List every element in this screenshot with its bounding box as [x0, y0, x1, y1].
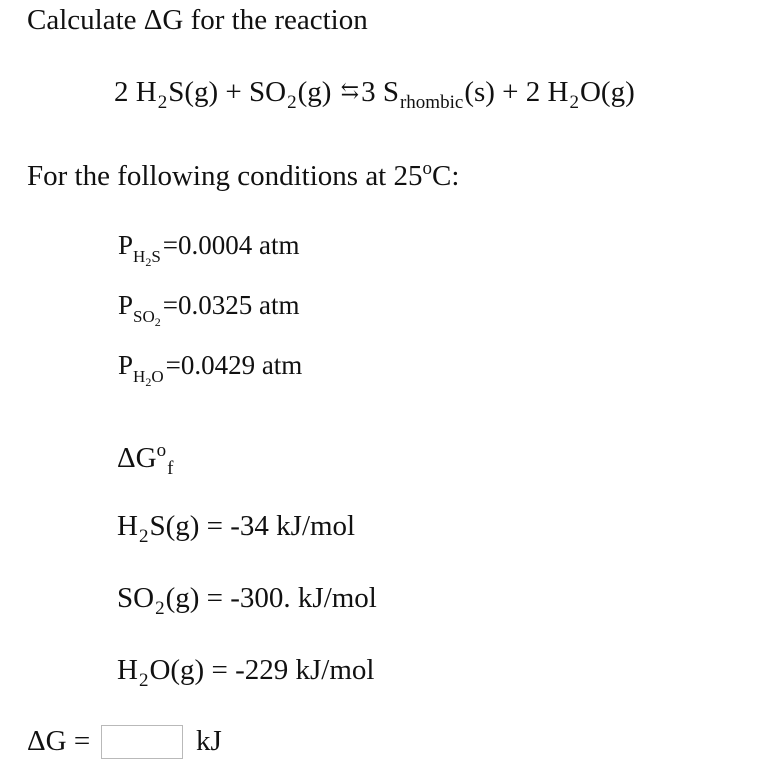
degree-symbol: o	[422, 158, 432, 179]
formation-header-main: ΔG	[117, 442, 157, 474]
pressure-h2o	[118, 350, 303, 389]
pressure-label: P	[118, 230, 134, 260]
formation-header-sup: o	[156, 440, 167, 461]
reaction-equation	[114, 76, 635, 113]
formation-h2o	[117, 654, 375, 691]
reaction-sub-2: 2	[287, 92, 297, 113]
formation-value: O(g) = -229 kJ/mol	[149, 654, 375, 686]
pressure-species: $SO_2$	[133, 307, 161, 329]
reaction-part-2: (g)	[297, 76, 332, 108]
formation-species: H	[117, 510, 138, 542]
pressure-species: $H_2O$	[133, 367, 164, 389]
formation-sub: 2	[138, 526, 149, 547]
formation-header-sub: f	[167, 458, 174, 479]
reaction-part-4: O(g)	[579, 76, 635, 108]
equilibrium-arrow-icon: ⇆	[340, 78, 360, 103]
reaction-product-s-coef: 3 S	[361, 76, 399, 108]
conditions-intro	[27, 160, 459, 193]
answer-label: ΔG =	[27, 725, 91, 757]
reaction-part-3: (s) + 2 H	[464, 76, 569, 108]
reaction-sub-4: 2	[569, 92, 579, 113]
pressure-species: $H_2S$	[133, 247, 161, 269]
pressure-value: =0.0429 atm	[165, 350, 303, 380]
formation-species: H	[117, 654, 138, 686]
question-prompt: Calculate ΔG for the reaction	[27, 4, 368, 36]
conditions-unit: C:	[432, 160, 460, 192]
formation-value: (g) = -300. kJ/mol	[165, 582, 377, 614]
formation-value: S(g) = -34 kJ/mol	[149, 510, 356, 542]
pressure-value: =0.0325 atm	[162, 290, 300, 320]
pressure-label: P	[118, 290, 134, 320]
conditions-text: For the following conditions at 25	[27, 160, 423, 192]
formation-sub: 2	[138, 670, 149, 691]
pressure-label: P	[118, 350, 134, 380]
reaction-reactant-h2s-coef: 2 H	[114, 76, 157, 108]
pressure-so2	[118, 290, 300, 329]
formation-so2	[117, 582, 377, 619]
pressure-h2s	[118, 230, 300, 269]
reaction-sub-1: 2	[157, 92, 168, 113]
reaction-part-1: S(g) + SO	[168, 76, 287, 108]
answer-unit: kJ	[196, 725, 222, 757]
formation-h2s	[117, 510, 356, 547]
formation-header	[117, 440, 174, 479]
answer-input[interactable]	[101, 725, 183, 759]
reaction-sub-rhombic: rhombic	[399, 92, 464, 113]
formation-species: SO	[117, 582, 155, 614]
pressure-value: =0.0004 atm	[162, 230, 300, 260]
formation-sub: 2	[155, 598, 165, 619]
